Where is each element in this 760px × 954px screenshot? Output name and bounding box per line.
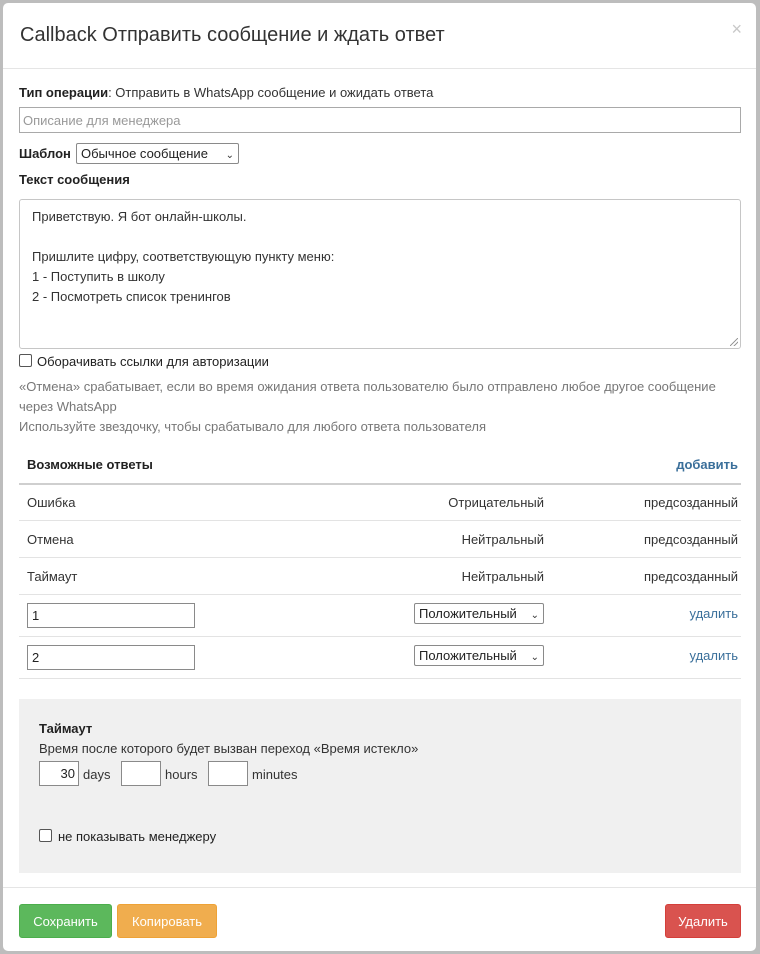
answer-name: Таймаут bbox=[27, 569, 78, 584]
answers-title: Возможные ответы bbox=[27, 457, 153, 472]
message-textarea[interactable] bbox=[19, 199, 741, 349]
hours-label: hours bbox=[165, 767, 198, 782]
delete-answer-link[interactable]: удалить bbox=[689, 606, 738, 621]
modal-title: Callback Отправить сообщение и ждать ответ bbox=[20, 24, 445, 46]
timeout-description: Время после которого будет вызван переход «Время истекло» bbox=[39, 741, 419, 756]
message-text: Приветствую. Я бот онлайн-школы. Пришлите цифру, соответствующую пункту меню: 1 - Поступить в школу 2 - Посмотреть список тренингов bbox=[32, 209, 335, 304]
answer-type: Нейтральный bbox=[461, 532, 544, 547]
delete-button[interactable]: Удалить bbox=[665, 904, 741, 938]
answer-name: Отмена bbox=[27, 532, 74, 547]
wrap-links-label: Оборачивать ссылки для авторизации bbox=[37, 354, 269, 369]
copy-button[interactable]: Копировать bbox=[117, 904, 217, 938]
callback-modal bbox=[3, 3, 756, 951]
table-divider bbox=[19, 557, 741, 558]
answer-kind: предсозданный bbox=[644, 495, 738, 510]
answer-kind: предсозданный bbox=[644, 532, 738, 547]
template-select[interactable] bbox=[76, 143, 239, 164]
chevron-down-icon: ⌄ bbox=[225, 150, 234, 161]
operation-type bbox=[19, 85, 433, 100]
hide-from-manager-label: не показывать менеджеру bbox=[58, 829, 217, 844]
answer-type: Нейтральный bbox=[461, 569, 544, 584]
answer-value-input[interactable] bbox=[27, 603, 195, 628]
chevron-down-icon: ⌄ bbox=[530, 610, 539, 621]
add-answer-link[interactable]: добавить bbox=[676, 457, 738, 472]
answer-kind: предсозданный bbox=[644, 569, 738, 584]
operation-type-value: : Отправить в WhatsApp сообщение и ожидать ответа bbox=[108, 85, 434, 100]
template-selected: Обычное сообщение bbox=[81, 146, 208, 161]
close-icon[interactable]: × bbox=[731, 19, 742, 39]
table-divider bbox=[19, 678, 741, 679]
answer-value-input[interactable] bbox=[27, 645, 195, 670]
delete-answer-link[interactable]: удалить bbox=[689, 648, 738, 663]
save-button[interactable]: Сохранить bbox=[19, 904, 112, 938]
answer-type-selected: Положительный bbox=[419, 606, 517, 621]
message-text-label: Текст сообщения bbox=[19, 172, 130, 187]
footer-divider bbox=[3, 887, 756, 888]
chevron-down-icon: ⌄ bbox=[530, 652, 539, 663]
answer-type-selected: Положительный bbox=[419, 648, 517, 663]
answer-type-select[interactable] bbox=[414, 603, 544, 624]
timeout-panel bbox=[19, 699, 741, 873]
table-divider bbox=[19, 483, 741, 485]
star-hint: Используйте звездочку, чтобы срабатывало для любого ответа пользователя bbox=[19, 419, 486, 434]
timeout-days-input[interactable] bbox=[39, 761, 79, 786]
manager-description-input[interactable] bbox=[19, 107, 741, 133]
timeout-minutes-input[interactable] bbox=[208, 761, 248, 786]
minutes-label: minutes bbox=[252, 767, 298, 782]
wrap-links-checkbox[interactable] bbox=[19, 354, 32, 367]
operation-type-label: Тип операции bbox=[19, 85, 109, 100]
resize-grip-icon[interactable] bbox=[730, 338, 738, 346]
days-label: days bbox=[83, 767, 111, 782]
timeout-title: Таймаут bbox=[39, 721, 93, 736]
answer-type-select[interactable] bbox=[414, 645, 544, 666]
answer-name: Ошибка bbox=[27, 495, 76, 510]
answer-type: Отрицательный bbox=[448, 495, 544, 510]
table-divider bbox=[19, 520, 741, 521]
timeout-hours-input[interactable] bbox=[121, 761, 161, 786]
hide-from-manager-checkbox[interactable] bbox=[39, 829, 52, 842]
cancel-hint: «Отмена» срабатывает, если во время ожидания ответа пользователю было отправлено любое другое сообщение через WhatsApp bbox=[19, 379, 716, 414]
table-divider bbox=[19, 594, 741, 595]
table-divider bbox=[19, 636, 741, 637]
template-label: Шаблон bbox=[19, 146, 71, 161]
modal-header bbox=[3, 3, 756, 69]
